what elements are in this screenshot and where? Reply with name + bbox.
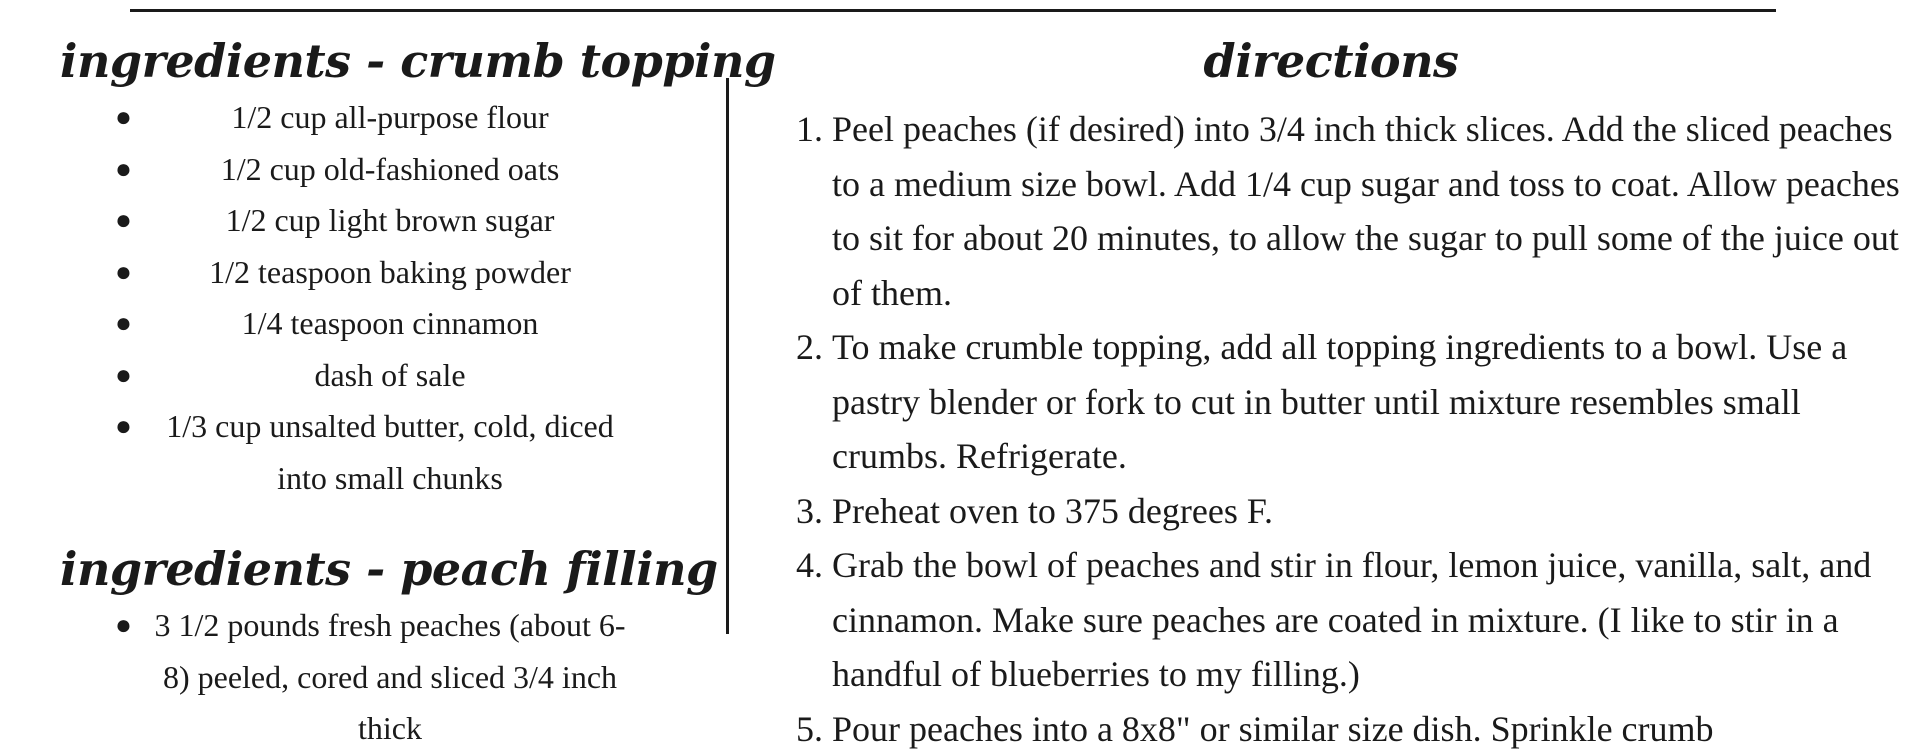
list-item [60,350,680,402]
list-item [60,600,680,755]
ingredient-text: 1/4 teaspoon cinnamon [242,305,539,341]
bullet-icon: ● [115,92,132,144]
ingredient-text: 1/2 cup light brown sugar [226,202,555,238]
ingredients-column [60,30,680,755]
direction-step [796,538,1906,702]
directions-list [796,102,1906,756]
crumb-topping-list [60,92,680,504]
step-number: 3. [796,484,823,539]
list-item [60,92,680,144]
step-text: Peel peaches (if desired) into 3/4 inch thick slices. Add the sliced peaches to a medium size bowl. Add 1/4 cup sugar and toss to coat. Allow peaches to sit for about 20 minutes, to allow the sugar to pull some of the juice out of them. [832,109,1900,313]
step-text: Pour peaches into a 8x8" or similar size dish. Sprinkle crumb [832,709,1714,749]
ingredient-text: 1/2 teaspoon baking powder [209,254,571,290]
list-item [60,247,680,299]
ingredient-text: 1/3 cup unsalted butter, cold, diced into small chunks [166,408,613,496]
crumb-topping-heading: ingredients - crumb topping [60,30,680,92]
direction-step [796,702,1906,756]
list-item [60,144,680,196]
list-item [60,298,680,350]
step-text: To make crumble topping, add all topping ingredients to a bowl. Use a pastry blender or fork to cut in butter until mixture resembles small crumbs. Refrigerate. [832,327,1847,476]
ingredient-text: 1/2 cup all-purpose flour [231,99,548,135]
list-item [60,401,680,504]
peach-filling-heading: ingredients - peach filling [60,538,680,600]
bullet-icon: ● [115,298,132,350]
peach-filling-list [60,600,680,755]
column-divider [726,78,729,634]
step-number: 1. [796,102,823,157]
step-text: Preheat oven to 375 degrees F. [832,491,1273,531]
direction-step [796,320,1906,484]
direction-step [796,102,1906,320]
list-item [60,195,680,247]
bullet-icon: ● [115,247,132,299]
step-number: 5. [796,702,823,756]
bullet-icon: ● [115,401,132,453]
step-text: Grab the bowl of peaches and stir in flour, lemon juice, vanilla, salt, and cinnamon. Make sure peaches are coated in mixture. (I like to stir in a handful of blueberries to my filling.) [832,545,1871,694]
step-number: 2. [796,320,823,375]
top-rule [130,9,1776,12]
bullet-icon: ● [115,144,132,196]
bullet-icon: ● [115,600,132,652]
ingredient-text: dash of sale [314,357,465,393]
directions-column [796,30,1906,756]
ingredient-text: 1/2 cup old-fashioned oats [221,151,560,187]
ingredient-text: 3 1/2 pounds fresh peaches (about 6-8) peeled, cored and sliced 3/4 inch thick [155,607,626,746]
bullet-icon: ● [115,350,132,402]
direction-step [796,484,1906,539]
bullet-icon: ● [115,195,132,247]
directions-heading: directions [756,30,1906,92]
step-number: 4. [796,538,823,593]
